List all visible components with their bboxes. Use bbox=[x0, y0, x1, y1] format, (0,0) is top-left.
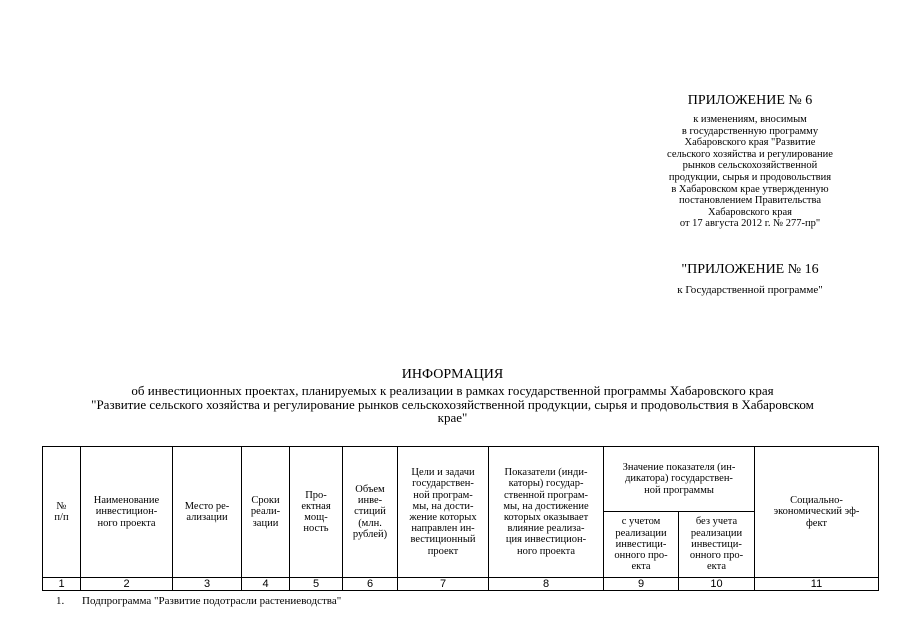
column-number: 2 bbox=[81, 578, 173, 591]
appendix-6-description bbox=[620, 114, 880, 230]
subprogram-title: Подпрограмма "Развитие подотрасли растениеводства" bbox=[82, 595, 342, 607]
column-number: 6 bbox=[343, 578, 398, 591]
header-without-project: без учета реализации инвестици- онного про- екта bbox=[679, 512, 755, 578]
appendix-6-line: к изменениям, вносимым bbox=[693, 114, 807, 125]
document-title: ИНФОРМАЦИЯ bbox=[401, 367, 504, 382]
header-capacity: Про- ектная мощ- ность bbox=[290, 447, 343, 578]
column-number: 1 bbox=[43, 578, 81, 591]
column-number: 4 bbox=[242, 578, 290, 591]
appendix-16-description: к Государственной программе" bbox=[677, 284, 823, 296]
header-indicator-value: Значение показателя (ин- дикатора) государствен- ной программы bbox=[604, 447, 755, 512]
header-place: Место ре- ализации bbox=[173, 447, 242, 578]
investment-projects-table bbox=[42, 446, 879, 591]
appendix-6-line: продукции, сырья и продовольствия bbox=[668, 171, 832, 183]
header-social-effect: Социально- экономический эф- фект bbox=[755, 447, 879, 578]
appendix-6-line: Хабаровского края "Развитие bbox=[684, 137, 816, 149]
header-number: № п/п bbox=[43, 447, 81, 578]
subtitle-line: об инвестиционных проектах, планируемых к реализации в рамках государственной программы Хабаровского края bbox=[131, 383, 774, 398]
subprogram-row bbox=[56, 595, 341, 607]
subtitle-line: крае" bbox=[437, 410, 468, 425]
column-number: 11 bbox=[755, 578, 879, 591]
appendix-6-line: сельского хозяйства и регулирование bbox=[667, 148, 833, 160]
subtitle-line: "Развитие сельского хозяйства и регулирование рынков сельскохозяйственной продукции, сырья и продовольствия в Хабаровском bbox=[91, 396, 814, 412]
header-project-name: Наименование инвестицион- ного проекта bbox=[81, 447, 173, 578]
header-terms: Сроки реали- зации bbox=[242, 447, 290, 578]
column-number: 3 bbox=[173, 578, 242, 591]
appendix-6-line: в Хабаровском крае утвержденную bbox=[671, 183, 829, 195]
subprogram-number: 1. bbox=[56, 595, 65, 607]
appendix-6-line: постановлением Правительства bbox=[678, 195, 821, 207]
column-number: 9 bbox=[604, 578, 679, 591]
document-subtitle bbox=[20, 384, 885, 425]
column-number: 8 bbox=[489, 578, 604, 591]
appendix-16-title: "ПРИЛОЖЕНИЕ № 16 bbox=[681, 262, 819, 277]
appendix-6-line: рынков сельскохозяйственной bbox=[682, 160, 818, 172]
header-investment-volume: Объем инве- стиций (млн. рублей) bbox=[343, 447, 398, 578]
column-number: 5 bbox=[290, 578, 343, 591]
appendix-6-line: в государственную программу bbox=[681, 125, 819, 137]
appendix-6-line: от 17 августа 2012 г. № 277-пр" bbox=[679, 218, 821, 230]
column-number: 10 bbox=[679, 578, 755, 591]
header-with-project: с учетом реализации инвестици- онного про- екта bbox=[604, 512, 679, 578]
appendix-6-line: Хабаровского края bbox=[708, 206, 792, 218]
header-indicators: Показатели (инди- каторы) государ- ственной програм- мы, на достижение которых оказывает влияние реализа- ция инвестицион- ного проекта bbox=[489, 447, 604, 578]
header-goals: Цели и задачи государствен- ной програм- мы, на дости- жение которых направлен ин- вестиционный проект bbox=[398, 447, 489, 578]
column-number: 7 bbox=[398, 578, 489, 591]
appendix-6-title: ПРИЛОЖЕНИЕ № 6 bbox=[687, 93, 813, 108]
